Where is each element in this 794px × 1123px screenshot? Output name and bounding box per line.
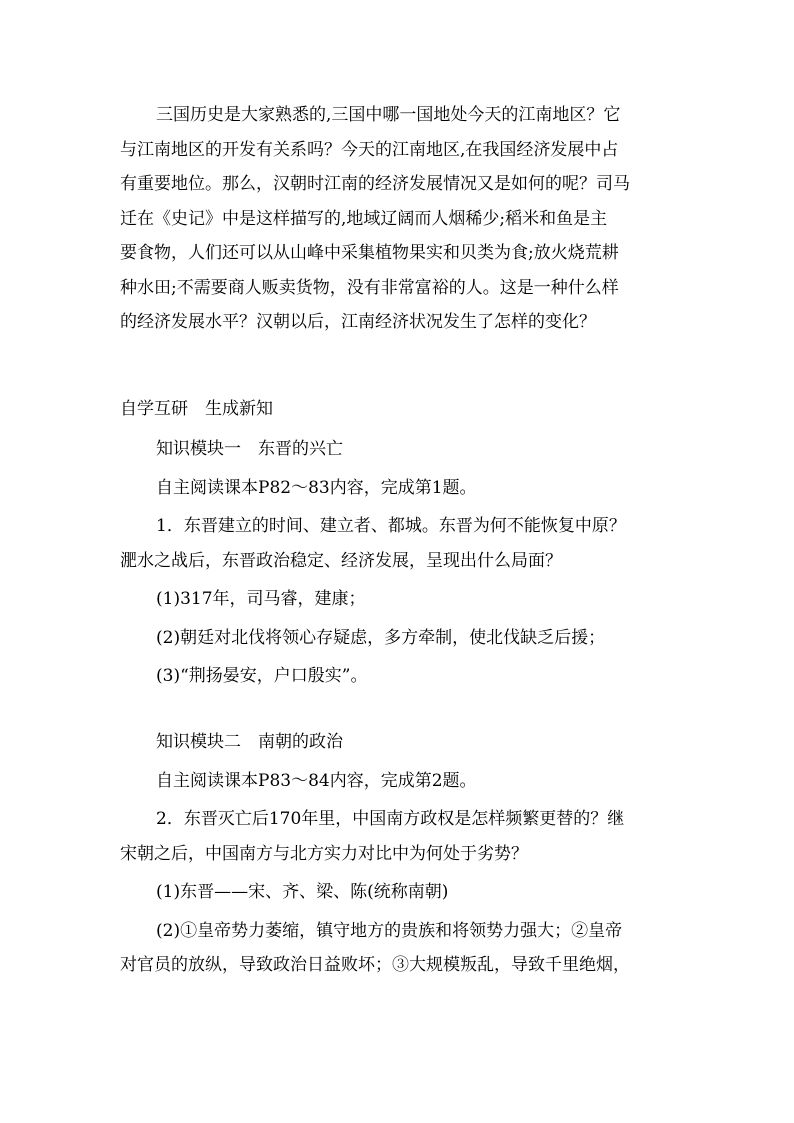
module-1 xyxy=(120,432,680,694)
intro-line: 三国历史是大家熟悉的,三国中哪一国地处今天的江南地区？它 xyxy=(156,105,621,125)
intro-line: 迁在《史记》中是这样描写的,地域辽阔而人烟稀少;稻米和鱼是主 xyxy=(120,208,608,229)
module-2-question-line: 2．东晋灭亡后170年里，中国南方政权是怎样频繁更替的？继 xyxy=(156,809,625,829)
module-1-title: 知识模块一 东晋的兴亡 xyxy=(156,439,343,459)
intro-line: 种水田;不需要商人贩卖货物，没有非常富裕的人。这是一种什么样 xyxy=(120,277,619,298)
section-title: 自学互研 生成新知 xyxy=(120,399,273,419)
module-2-answer: (1)东晋——宋、齐、梁、陈(统称南朝) xyxy=(156,882,449,902)
module-2-answer-line: (2)①皇帝势力萎缩，镇守地方的贵族和将领势力强大；②皇帝 xyxy=(156,920,623,941)
module-1-question-line: 淝水之战后，东晋政治稳定、经济发展，呈现出什么局面？ xyxy=(120,550,562,571)
intro-line: 有重要地位。那么，汉朝时江南的经济发展情况又是如何的呢？司马 xyxy=(120,174,630,194)
module-1-answer: (1)317年，司马睿，建康； xyxy=(156,589,366,609)
module-2-answer-line: 对官员的放纵，导致政治日益败坏；③大规模叛乱，导致千里绝烟， xyxy=(120,955,630,975)
module-1-question-line: 1．东晋建立的时间、建立者、都城。东晋为何不能恢复中原？ xyxy=(156,516,626,536)
module-1-answer: (3)“荆扬晏安，户口殷实”。 xyxy=(156,666,368,686)
section-heading xyxy=(120,392,680,427)
intro-line: 的经济发展水平？汉朝以后，江南经济状况发生了怎样的变化？ xyxy=(120,312,596,332)
intro-paragraph xyxy=(120,98,680,340)
module-1-answer: (2)朝廷对北伐将领心存疑虑，多方牵制，使北伐缺乏后援； xyxy=(156,627,606,648)
module-2 xyxy=(120,725,680,983)
module-1-instruction: 自主阅读课本P82～83内容，完成第1题。 xyxy=(156,477,477,498)
module-2-question-line: 宋朝之后，中国南方与北方实力对比中为何处于劣势？ xyxy=(120,843,528,864)
intro-line: 与江南地区的开发有关系吗？今天的江南地区,在我国经济发展中占 xyxy=(120,139,619,160)
intro-line: 要食物，人们还可以从山峰中采集植物果实和贝类为食;放火烧荒耕 xyxy=(120,243,619,263)
module-2-instruction: 自主阅读课本P83～84内容，完成第2题。 xyxy=(156,770,477,791)
module-2-title: 知识模块二 南朝的政治 xyxy=(156,732,343,752)
